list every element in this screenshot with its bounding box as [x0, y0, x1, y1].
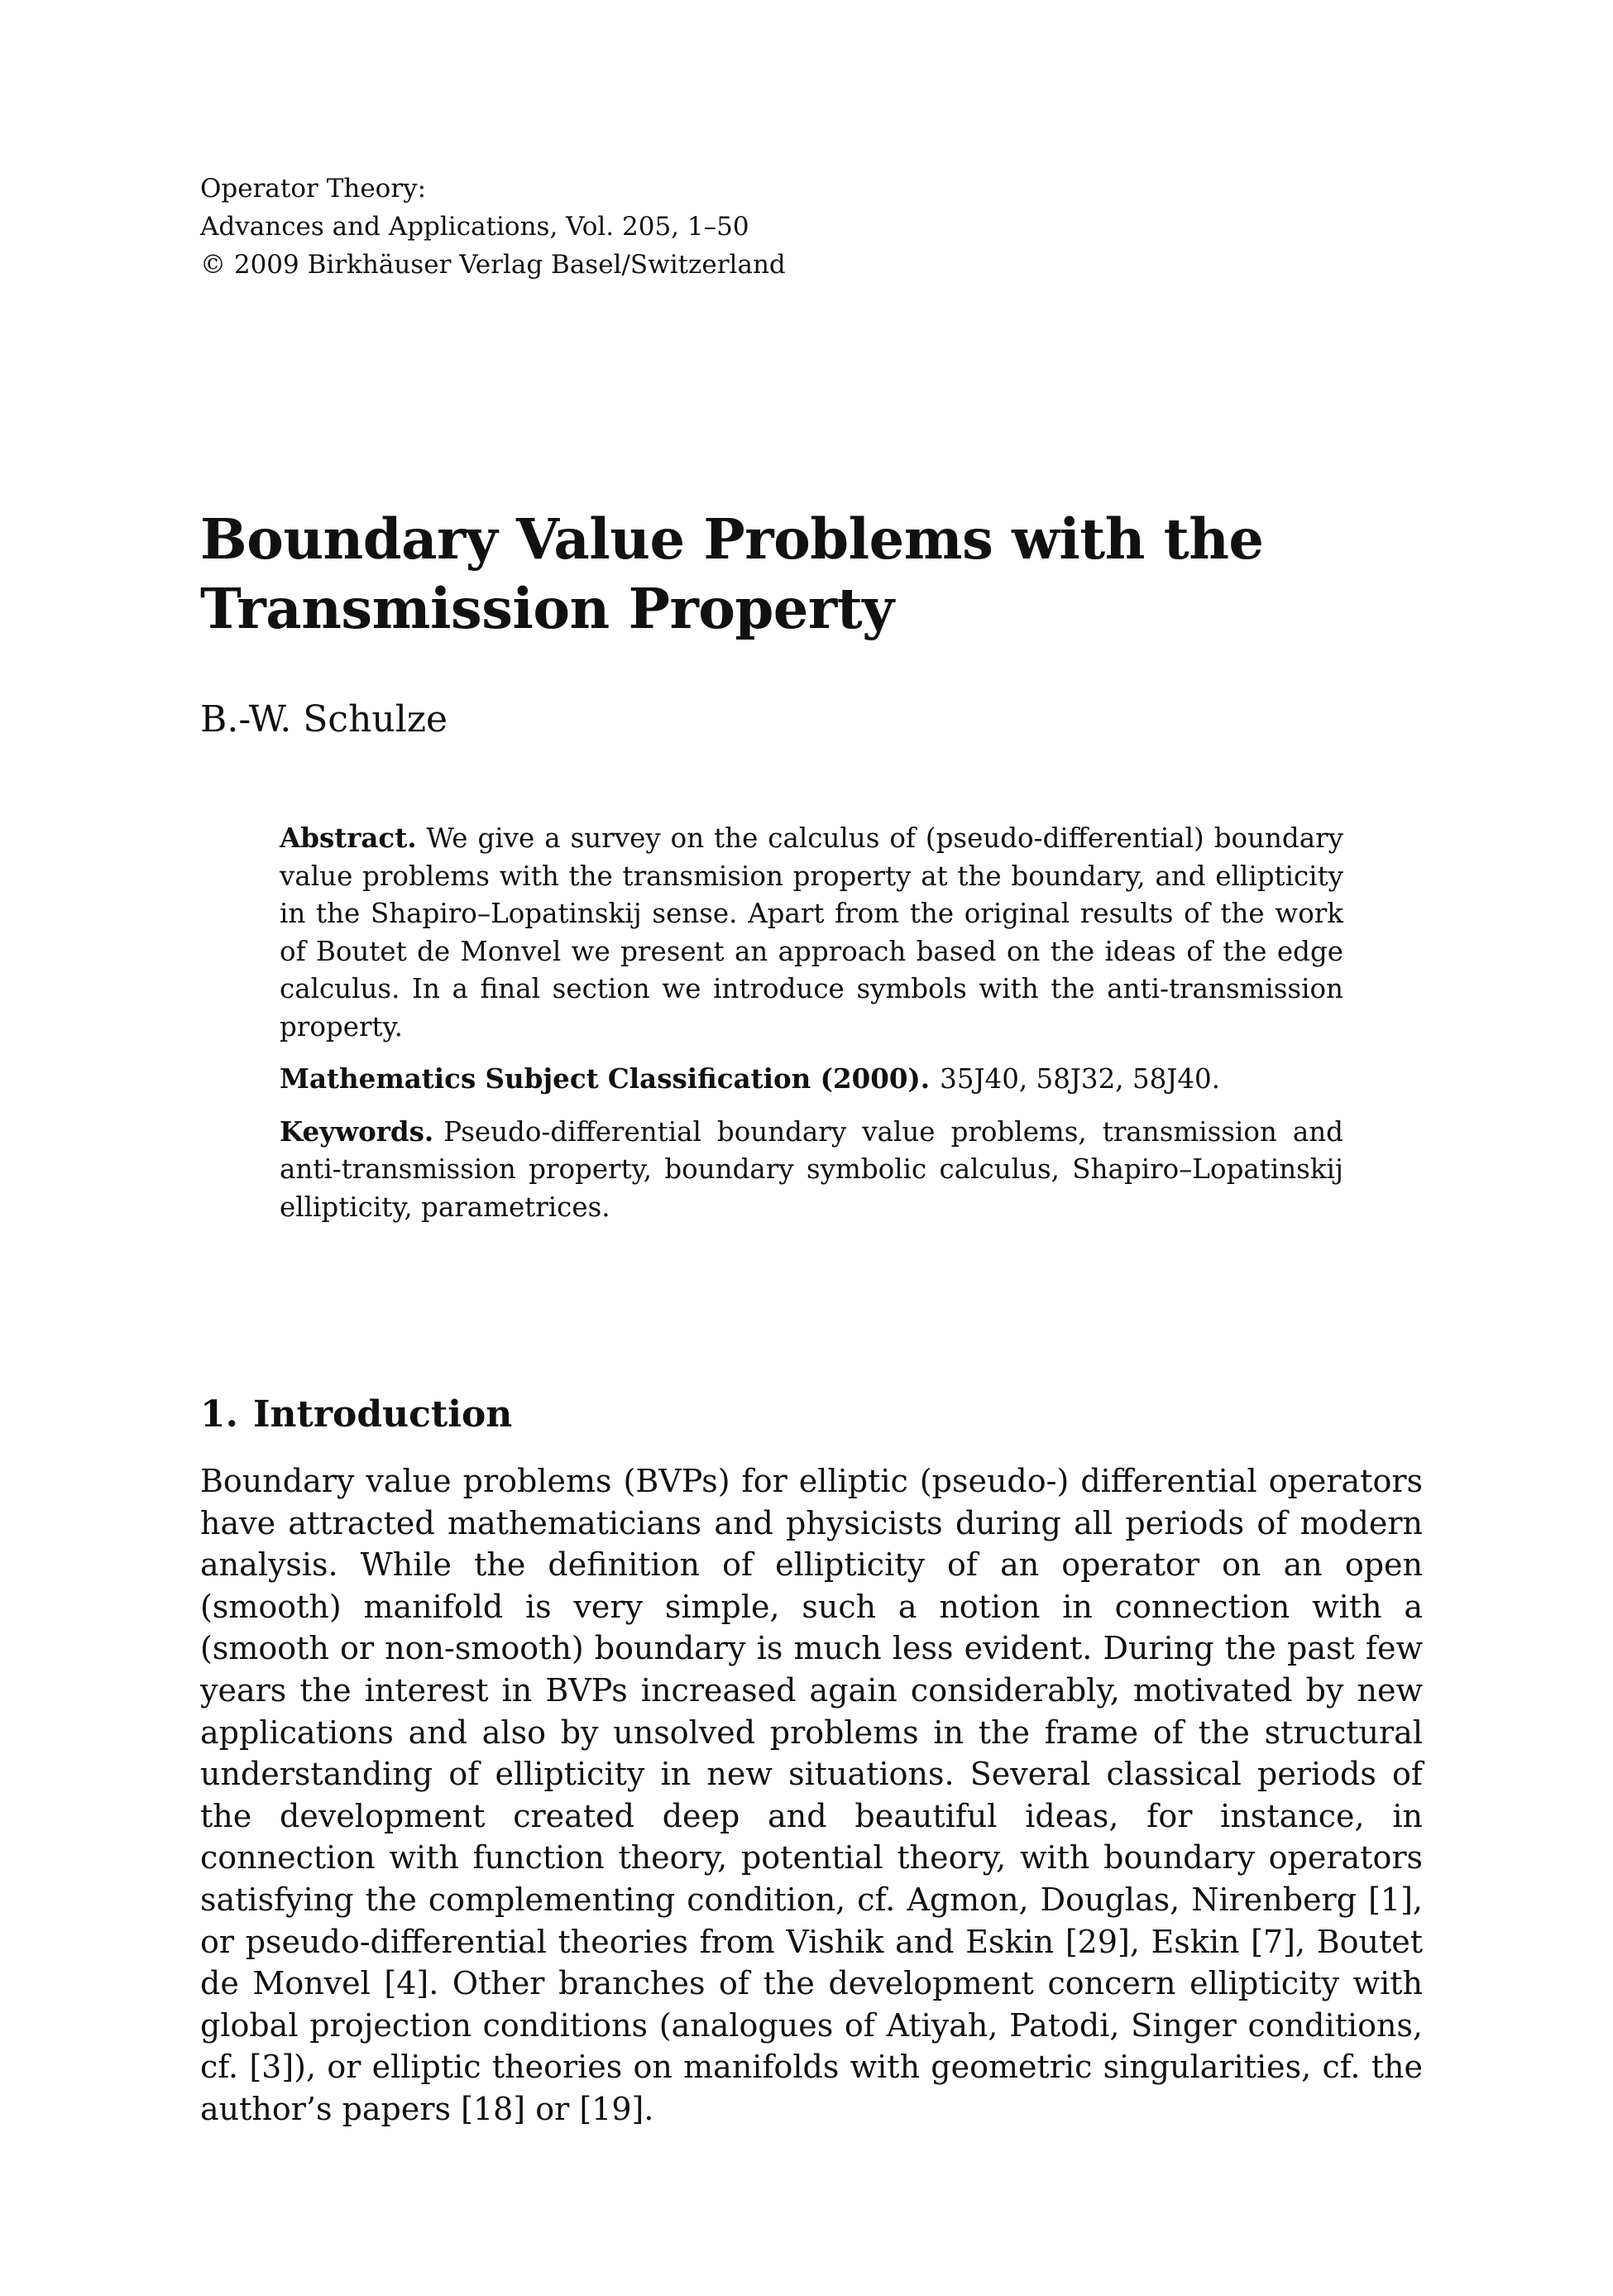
paper-title-line-2: Transmission Property [200, 576, 894, 641]
volume-info: Advances and Applications, Vol. 205, 1–50 [200, 212, 749, 242]
abstract-label: Abstract. [280, 822, 417, 854]
msc-paragraph [280, 1060, 1343, 1099]
section-title: Introduction [252, 1393, 513, 1436]
abstract-text: We give a survey on the calculus of (pseudo-differential) boundary value problems with the transmision property at the boundary, and ellipticity in the Shapiro–Lopatinskij sense. Apart from the original results of the work of Boutet de Monvel we present an approach based on the ideas of the edge calculus. In a final section we introduce symbols with the anti-transmission property. [280, 822, 1343, 1043]
keywords-paragraph [280, 1113, 1343, 1227]
msc-label: Mathematics Subject Classification (2000). [280, 1062, 931, 1095]
author-name: B.-W. Schulze [200, 698, 448, 741]
section-heading-introduction [200, 1392, 512, 1438]
paper-title [200, 505, 1441, 644]
abstract-paragraph [280, 819, 1343, 1046]
publication-header [200, 170, 1027, 284]
introduction-paragraph: Boundary value problems (BVPs) for elliptic (pseudo-) differential operators have attracted mathematicians and physicists during all periods of modern analysis. While the definition of ellipticity of an operator on an open (smooth) manifold is very simple, such a notion in connection with a (smooth or non-smooth) boundary is much less evident. During the past few years the interest in BVPs increased again considerably, motivated by new applications and also by unsolved problems in the frame of the structural understanding of ellipticity in new situations. Several classical periods of the development created deep and beautiful ideas, for instance, in connection with function theory, potential theory, with boundary operators satisfying the complementing condition, cf. Agmon, Douglas, Nirenberg [1], or pseudo-differential theories from Vishik and Eskin [29], Eskin [7], Boutet de Monvel [4]. Other branches of the development concern ellipticity with global projection conditions (analogues of Atiyah, Patodi, Singer conditions, cf. [3]), or elliptic theories on manifolds with geometric singularities, cf. the author’s papers [18] or [19]. [200, 1463, 1423, 2127]
keywords-text: Pseudo-differential boundary value problems, transmission and anti-transmission property, boundary symbolic calculus, Shapiro–Lopatinskij ellipticity, parametrices. [280, 1115, 1343, 1223]
keywords-label: Keywords. [280, 1114, 434, 1148]
copyright-line: © 2009 Birkhäuser Verlag Basel/Switzerland [200, 250, 786, 280]
section-number: 1. [200, 1393, 238, 1436]
msc-text: 35J40, 58J32, 58J40. [940, 1063, 1221, 1095]
abstract-block [280, 819, 1343, 1240]
paper-title-line-1: Boundary Value Problems with the [200, 506, 1264, 572]
series-title: Operator Theory: [200, 174, 427, 204]
